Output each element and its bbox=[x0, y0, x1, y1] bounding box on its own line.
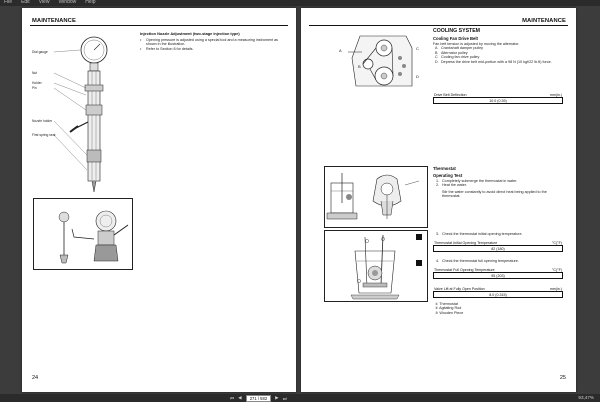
intro-text: Fan belt tension is adjusted by moving the alternator. bbox=[433, 42, 520, 46]
step-3: 3. Check the thermostat initial opening temperature. bbox=[436, 232, 523, 236]
nozzle-adjustment-text bbox=[140, 31, 286, 51]
subsection-title: Cooling Fan Drive Belt bbox=[433, 36, 478, 41]
list-item: D Depress the drive belt mid-portion with a 98 N (10 kgf/22 lb.ft) force. bbox=[435, 59, 552, 64]
page-number: 25 bbox=[559, 375, 566, 381]
label-d: D bbox=[416, 74, 419, 79]
spec-full-opening: Thermostat Full Opening Temperature °C(°F) 95 (203) bbox=[434, 267, 562, 278]
spec-drive-belt-deflection: Drive Belt Deflection mm(in.) 10.0 (0.39) bbox=[434, 92, 562, 103]
legend-item: ① Thermostat bbox=[435, 302, 458, 306]
label-first-spring-seat: First spring seat bbox=[32, 133, 56, 137]
figure-legend bbox=[435, 302, 535, 315]
header-rule bbox=[309, 25, 568, 26]
label-dial-gauge: Dial gauge bbox=[32, 50, 48, 54]
spec-valve-lift: Valve Lift at Fully Open Position mm(in.) 8.0 (0.315) bbox=[434, 286, 562, 297]
status-bar bbox=[0, 394, 600, 402]
legend-item: ③ Wooden Piece bbox=[435, 310, 464, 315]
prev-page-icon[interactable]: ◀ bbox=[238, 395, 242, 400]
page-header: MAINTENANCE bbox=[522, 18, 566, 24]
operating-test-title: Operating Test bbox=[433, 173, 463, 178]
thermometer-icon bbox=[416, 260, 422, 266]
step-item: 1. Completely submerge the thermostat in water. bbox=[436, 179, 518, 183]
label-a: A bbox=[339, 48, 342, 53]
spec-initial-opening: Thermostat Initial Opening Temperature °C(°F) 82 (180) bbox=[434, 240, 562, 251]
bullet-item: • Opening pressure is adjusted using a special tool and a measuring instrument as shown in the illustration. bbox=[140, 38, 279, 47]
label-b: B bbox=[358, 64, 361, 69]
page-number-input[interactable]: 271 / 582 bbox=[246, 395, 271, 402]
list-item: B Alternator pulley bbox=[435, 50, 468, 55]
last-page-icon[interactable]: ⏭ bbox=[282, 395, 287, 401]
next-page-icon[interactable]: ▶ bbox=[275, 395, 279, 400]
menu-bar bbox=[0, 0, 600, 6]
section-title: COOLING SYSTEM bbox=[433, 28, 480, 34]
first-page-icon[interactable]: ⏮ bbox=[230, 395, 235, 401]
menu-edit[interactable]: Edit bbox=[21, 0, 30, 5]
thermometer-icon bbox=[416, 234, 422, 240]
menu-help[interactable]: Help bbox=[85, 0, 96, 5]
page-number: 24 bbox=[32, 375, 39, 381]
label-c: C bbox=[416, 46, 419, 51]
zoom-level[interactable]: 93,47% bbox=[578, 395, 594, 400]
header-rule bbox=[30, 25, 288, 26]
step-item: 2. Heat the water. bbox=[436, 183, 467, 188]
page-header: MAINTENANCE bbox=[32, 18, 76, 24]
thermostat-title: Thermostat bbox=[433, 166, 456, 171]
nozzle-tester-photo bbox=[33, 198, 133, 270]
page-navigation bbox=[230, 395, 287, 401]
label-pin: Pin bbox=[32, 86, 37, 90]
document-page-left bbox=[22, 8, 296, 392]
cooling-system-section bbox=[433, 28, 565, 64]
section-title: Injection Nozzle Adjustment (two-stage injection type) bbox=[140, 31, 240, 36]
menu-window[interactable]: Window bbox=[58, 0, 77, 5]
thermostat-section bbox=[433, 166, 565, 199]
list-item: C Cooling fan drive pulley bbox=[435, 55, 480, 60]
document-page-right bbox=[301, 8, 576, 392]
thermostat-opening-figure bbox=[324, 230, 428, 302]
step-item: Stir the water constantly to avoid direct heat being applied to the thermostat. bbox=[442, 189, 547, 199]
nozzle-tester-figure bbox=[32, 30, 132, 200]
bullet-item: • Refer to Section 8 for details. bbox=[140, 46, 194, 51]
menu-view[interactable]: View bbox=[38, 0, 50, 5]
step-4: 4. Check the thermostat full opening temperature. bbox=[436, 259, 519, 263]
label-nozzle-holder: Nozzle holder bbox=[32, 119, 53, 123]
menu-file[interactable]: File bbox=[4, 0, 13, 5]
list-item: A Crankshaft damper pulley bbox=[435, 46, 484, 51]
legend-item: ② Agitating Rod bbox=[435, 306, 462, 311]
label-nut: Nut bbox=[32, 71, 38, 75]
thermostat-test-figure bbox=[324, 166, 428, 228]
fan-belt-diagram bbox=[330, 28, 426, 94]
label-holder: Holder bbox=[32, 81, 42, 85]
